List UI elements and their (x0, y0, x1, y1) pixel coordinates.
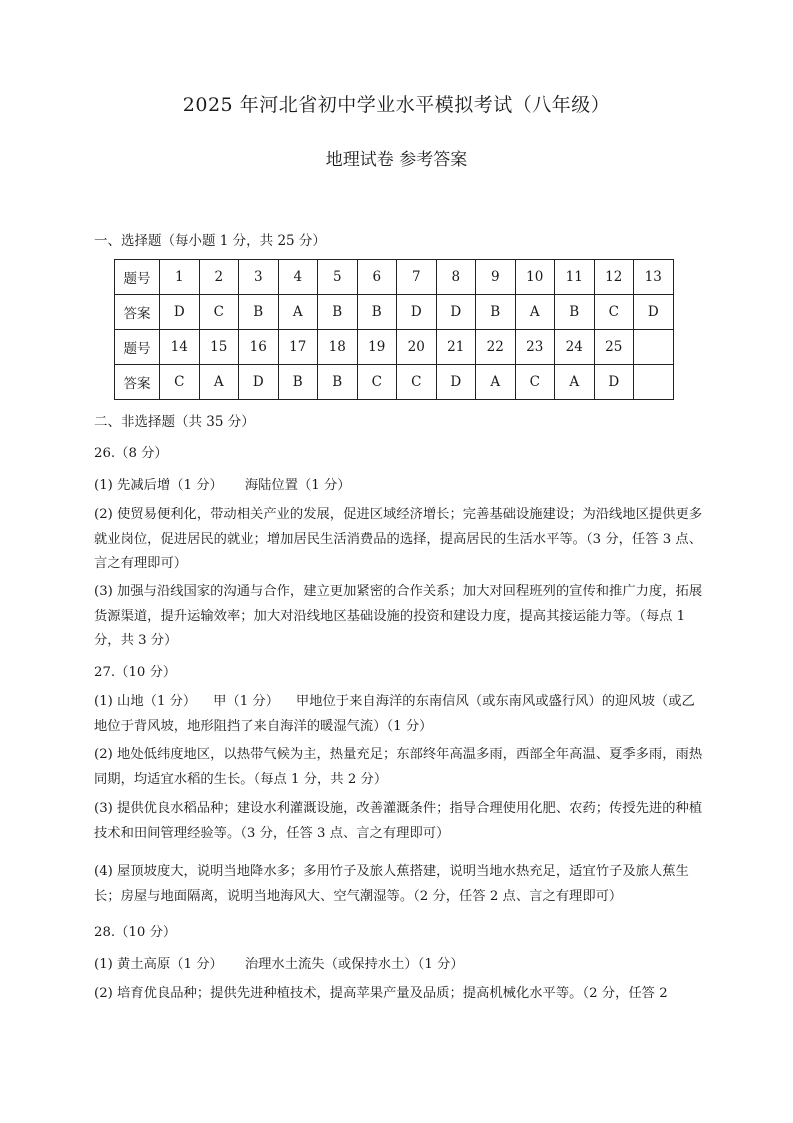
q26-label: 26.（8 分） (94, 446, 168, 461)
answer-cell: C (160, 365, 200, 400)
question-number-cell: 8 (436, 260, 476, 295)
answer-table (114, 259, 674, 400)
question-number-cell: 16 (239, 330, 279, 365)
q27-part2 (94, 743, 704, 792)
answer-cell: B (318, 295, 358, 330)
q27-part3-text: (3) 提供优良水稻品种；建设水利灌溉设施，改善灌溉条件；指导合理使用化肥、农药；传授先进的种植技术和田间管理经验等。（3 分，任答 3 点、言之有理即可） (94, 801, 703, 841)
row-label-answer: 答案 (115, 295, 160, 330)
question-number-cell: 20 (397, 330, 437, 365)
answer-cell: D (436, 295, 476, 330)
question-number-cell: 5 (318, 260, 358, 295)
answer-cell: D (634, 295, 674, 330)
answer-cell: C (357, 365, 397, 400)
question-number-cell: 9 (476, 260, 516, 295)
question-number-cell: 19 (357, 330, 397, 365)
answer-cell: D (239, 365, 279, 400)
answer-cell: A (515, 295, 555, 330)
row-label-question: 题号 (115, 330, 160, 365)
answer-cell: D (160, 295, 200, 330)
answer-row (115, 365, 674, 400)
question-number-cell: 25 (594, 330, 634, 365)
q26-part3-text: (3) 加强与沿线国家的沟通与合作，建立更加紧密的合作关系；加大对回程班列的宣传和推广力度，拓展货源渠道，提升运输效率；加大对沿线地区基础设施的投资和建设力度，提高其接运能力等。（每点 1 分，共 3 分） (94, 584, 703, 648)
q28-part2 (94, 982, 704, 1007)
answer-cell: A (476, 365, 516, 400)
answer-cell: B (278, 365, 318, 400)
answer-cell: C (515, 365, 555, 400)
question-number-cell: 3 (239, 260, 279, 295)
answer-cell: B (318, 365, 358, 400)
question-number-cell: 22 (476, 330, 516, 365)
q28-part2-text: (2) 培育优良品种；提供先进种植技术，提高苹果产量及品质；提高机械化水平等。（2 分，任答 2 (94, 986, 668, 1001)
question-number-cell: 23 (515, 330, 555, 365)
q27-part2-text: (2) 地处低纬度地区，以热带气候为主，热量充足；东部终年高温多雨，西部全年高温、夏季多雨，雨热同期，均适宜水稻的生长。（每点 1 分，共 2 分） (94, 747, 703, 787)
question-number-row (115, 260, 674, 295)
q26-part1-b: 海陆位置（1 分） (244, 478, 351, 493)
q28-part1-b: 治理水土流失（或保持水土）（1 分） (244, 957, 464, 972)
question-number-row (115, 330, 674, 365)
question-number-cell: 17 (278, 330, 318, 365)
page-title: 2025 年河北省初中学业水平模拟考试（八年级） (182, 94, 611, 116)
answer-cell: C (397, 365, 437, 400)
page-subtitle: 地理试卷 参考答案 (325, 150, 468, 170)
answer-cell: A (199, 365, 239, 400)
question-number-cell: 2 (199, 260, 239, 295)
q26-part2-text: (2) 使贸易便利化，带动相关产业的发展，促进区域经济增长；完善基础设施建设；为沿线地区提供更多就业岗位，促进居民的就业；增加居民生活消费品的选择，提高居民的生活水平等。（3 分，任答 3 点、言之有理即可） (94, 507, 703, 571)
row-label-answer: 答案 (115, 365, 160, 400)
answer-row (115, 295, 674, 330)
answer-cell: A (555, 365, 595, 400)
question-number-cell: 13 (634, 260, 674, 295)
section1-heading: 一、选择题（每小题 1 分，共 25 分） (94, 233, 326, 249)
answer-cell: B (239, 295, 279, 330)
answer-cell: D (436, 365, 476, 400)
question-number-cell: 15 (199, 330, 239, 365)
question-number-cell: 1 (160, 260, 200, 295)
q26-part3 (94, 580, 704, 654)
question-number-cell: 18 (318, 330, 358, 365)
question-number-cell (634, 330, 674, 365)
answer-cell (634, 365, 674, 400)
q26-part2 (94, 503, 704, 577)
q27-part4-text: (4) 屋顶坡度大，说明当地降水多；多用竹子及旅人蕉搭建，说明当地水热充足，适宜竹子及旅人蕉生长；房屋与地面隔离，说明当地海风大、空气潮湿等。（2 分，任答 2 点、言之有理即可） (94, 864, 689, 904)
question-number-cell: 11 (555, 260, 595, 295)
question-number-cell: 24 (555, 330, 595, 365)
q27-part1 (94, 690, 704, 739)
question-number-cell: 14 (160, 330, 200, 365)
q27-label: 27.（10 分） (94, 665, 177, 680)
answer-cell: C (594, 295, 634, 330)
q27-part3 (94, 797, 704, 846)
q26-part1-a: (1) 先减后增（1 分） (94, 478, 223, 493)
q28-part1 (94, 953, 464, 972)
answer-cell: B (555, 295, 595, 330)
answer-cell: B (476, 295, 516, 330)
q27-part1-text: (1) 山地（1 分） 甲（1 分） 甲地位于来自海洋的东南信风（或东南风或盛行风）的迎风坡（或乙地位于背风坡，地形阻挡了来自海洋的暖湿气流）（1 分） (94, 694, 695, 734)
answer-cell: B (357, 295, 397, 330)
q26-part1 (94, 474, 351, 493)
q28-part1-a: (1) 黄土高原（1 分） (94, 957, 223, 972)
row-label-question: 题号 (115, 260, 160, 295)
section2-heading: 二、非选择题（共 35 分） (94, 414, 255, 430)
question-number-cell: 12 (594, 260, 634, 295)
q27-part4 (94, 860, 704, 909)
question-number-cell: 7 (397, 260, 437, 295)
answer-cell: D (397, 295, 437, 330)
question-number-cell: 6 (357, 260, 397, 295)
q28-label: 28.（10 分） (94, 925, 177, 940)
question-number-cell: 4 (278, 260, 318, 295)
question-number-cell: 10 (515, 260, 555, 295)
answer-cell: D (594, 365, 634, 400)
answer-cell: A (278, 295, 318, 330)
answer-cell: C (199, 295, 239, 330)
question-number-cell: 21 (436, 330, 476, 365)
